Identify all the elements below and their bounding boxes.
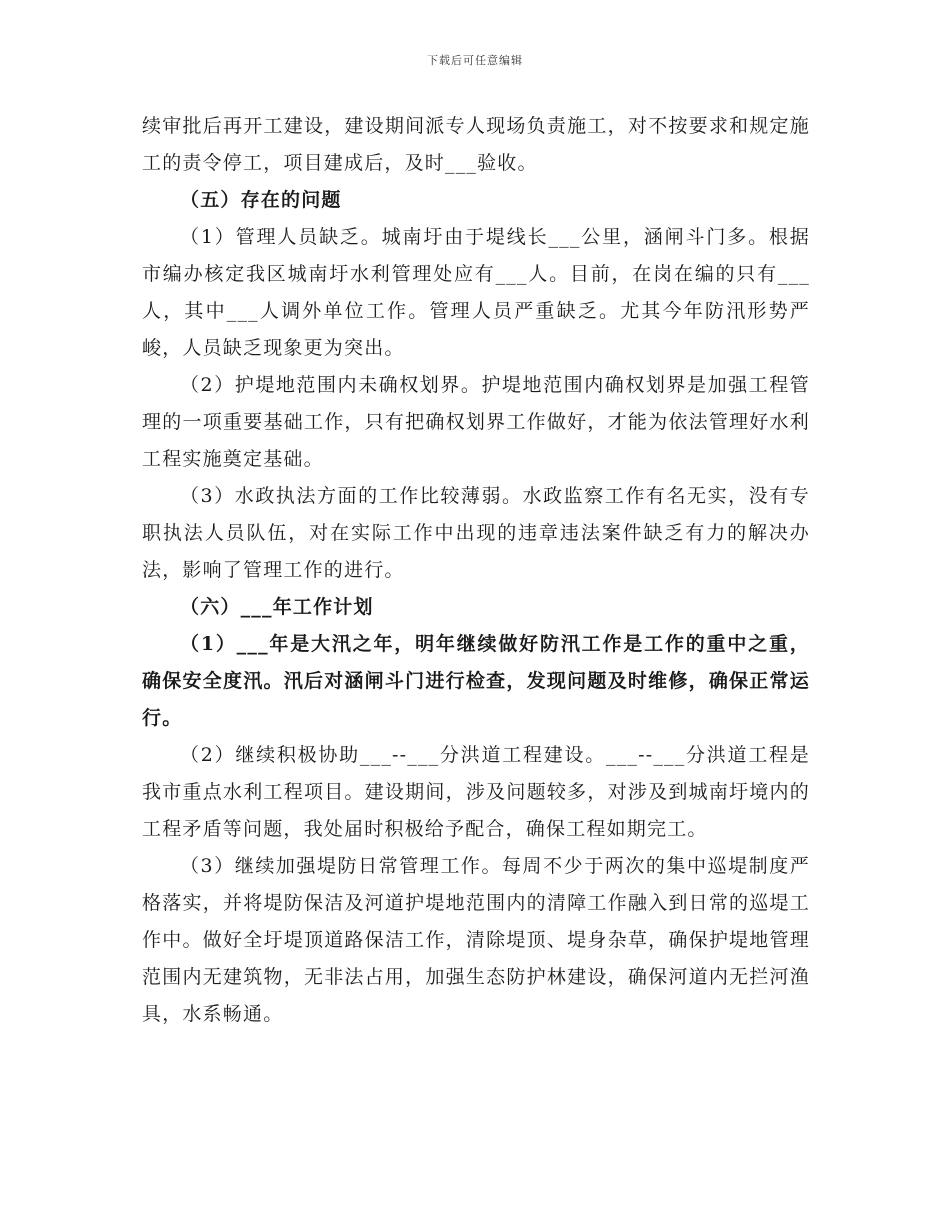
paragraph-continuation: 续审批后再开工建设，建设期间派专人现场负责施工，对不按要求和规定施工的责令停工，项目建成后，及时___验收。 — [142, 115, 810, 174]
paragraph-plan-2: （2）继续积极协助___--___分洪道工程建设。___--___分洪道工程是我市重点水利工程项目。建设期间，涉及问题较多，对涉及到城南圩境内的工程矛盾等问题，我处届时积极给予配合，确保工程如期完工。 — [142, 744, 810, 840]
document-body — [142, 108, 810, 1033]
page-header: 下载后可任意编辑 — [427, 54, 523, 67]
paragraph-problem-2: （2）护堤地范围内未确权划界。护堤地范围内确权划界是加强工程管理的一项重要基础工作，只有把确权划界工作做好，才能为依法管理好水利工程实施奠定基础。 — [142, 374, 810, 470]
paragraph-problem-1: （1）管理人员缺乏。城南圩由于堤线长___公里，涵闸斗门多。根据市编办核定我区城南圩水利管理处应有___人。目前，在岗在编的只有___人，其中___人调外单位工作。管理人员严重缺乏。尤其今年防汛形势严峻，人员缺乏现象更为突出。 — [142, 226, 810, 359]
paragraph-problem-3: （3）水政执法方面的工作比较薄弱。水政监察工作有名无实，没有专职执法人员队伍，对在实际工作中出现的违章违法案件缺乏有力的解决办法，影响了管理工作的进行。 — [142, 485, 810, 581]
section-heading-plan: （六）___年工作计划 — [180, 596, 374, 618]
section-heading-problems: （五）存在的问题 — [180, 189, 342, 211]
paragraph-plan-3: （3）继续加强堤防日常管理工作。每周不少于两次的集中巡堤制度严格落实，并将堤防保洁及河道护堤地范围内的清障工作融入到日常的巡堤工作中。做好全圩堤顶道路保洁工作，清除堤顶、堤身杂草，确保护堤地管理范围内无建筑物，无非法占用，加强生态防护林建设，确保河道内无拦河渔具，水系畅通。 — [142, 855, 810, 1025]
paragraph-plan-1: （1）___年是大汛之年，明年继续做好防汛工作是工作的重中之重，确保安全度汛。汛后对涵闸斗门进行检查，发现问题及时维修，确保正常运行。 — [142, 633, 810, 729]
